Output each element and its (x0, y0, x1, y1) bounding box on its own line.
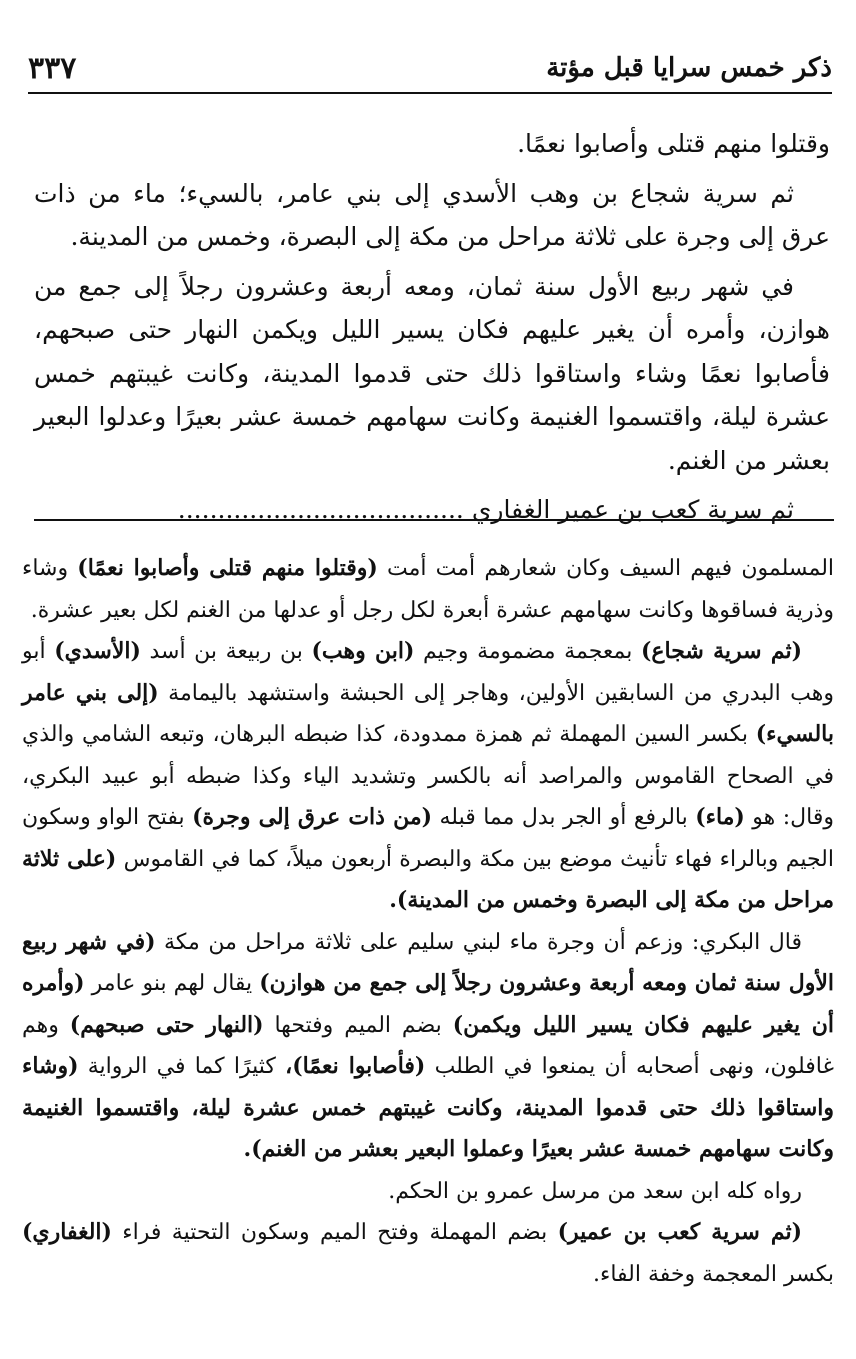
footnote-paragraph-2 (22, 631, 834, 922)
chapter-title: ذكر خمس سرايا قبل مؤتة (546, 53, 832, 83)
footnote-5-quote-c: (الغفاري) (22, 1219, 112, 1245)
footnote-paragraph-1 (22, 548, 834, 631)
footnote-2-text-b: بمعجمة مضمومة وجيم (414, 639, 641, 664)
footnote-3-quote-d: (وأمره أن يغير عليهم فكان يسير الليل ويكمن) (22, 970, 834, 1038)
footnote-3-text-a: قال البكري: وزعم أن وجرة ماء لبني سليم على ثلاثة مراحل من مكة (155, 929, 802, 955)
main-paragraph-4-text: ثم سرية كعب بن عمير الغفاري (471, 495, 794, 524)
footnote-3-text-c: يقال لهم بنو عامر (84, 971, 260, 996)
footnote-3-quote-f: (النهار حتى صبحهم) (69, 1011, 264, 1038)
footnote-paragraph-3 (22, 922, 834, 1171)
footnote-3-text-g: وهم غافلون، ونهى أصحابه أن يمنعوا في الطلب (22, 1012, 834, 1079)
main-text (34, 122, 830, 532)
footnote-2-quote-i: (ماء) (695, 804, 745, 830)
footnote-3-quote-j: (وشاء واستاقوا ذلك حتى قدموا المدينة، وكانت غيبتهم خمس عشرة ليلة، واقتسموا الغنيمة وكانت سهامهم خمسة عشر بعيرًا وعملوا البعير بعشر من الغنم). (22, 1053, 834, 1162)
footnote-2-quote-m: (على ثلاثة مراحل من مكة إلى البصرة وخمس من المدينة). (22, 845, 834, 913)
footnote-1-quote: (وقتلوا منهم قتلى وأصابوا نعمًا) (77, 555, 378, 581)
main-paragraph-4 (34, 488, 830, 532)
main-paragraph-3: في شهر ربيع الأول سنة ثمان، ومعه أربعة وعشرون رجلاً إلى جمع من هوازن، وأمره أن يغير عليهم فكان يسير الليل ويكمن النهار حتى صبحهم، فأصابوا نعمًا وشاء واستاقوا ذلك حتى قدموا المدينة، وكانت غيبتهم خمس عشرة ليلة، واقتسموا الغنيمة وكانت سهامهم خمسة عشر بعيرًا وعدلوا البعير بعشر من الغنم. (34, 271, 830, 475)
footnote-5-text-b: بضم المهملة وفتح الميم وسكون التحتية فراء (111, 1220, 558, 1245)
footnote-3-text-i: كثيرًا كما في الرواية (78, 1054, 286, 1079)
main-paragraph-2: ثم سرية شجاع بن وهب الأسدي إلى بني عامر، بالسيء؛ ماء من ذات عرق إلى وجرة على ثلاثة مراحل من مكة إلى البصرة، وخمس من المدينة. (34, 178, 830, 251)
footnote-1-text-c: وشاء وذرية فساقوها وكانت سهامهم عشرة أبعرة لكل رجل أو عدلها من الغنم لكل بعير عشرة. (22, 556, 834, 623)
footnote-2-text-f: أبو وهب البدري من السابقين الأولين، وهاجر إلى الحبشة واستشهد باليمامة (22, 639, 834, 706)
footnote-2-quote-g: (إلى بني عامر بالسيء) (22, 679, 834, 747)
footnote-paragraph-4: رواه كله ابن سعد من مرسل عمرو بن الحكم. (388, 1178, 802, 1204)
footnote-2-text-j: بالرفع أو الجر بدل مما قبله (432, 805, 696, 830)
footnote-divider (34, 519, 834, 521)
footnote-2-quote-c: (ابن وهب) (311, 638, 415, 664)
footnote-5-quote-a: (ثم سرية كعب بن عمير) (557, 1219, 802, 1245)
footnote-2-text-l: بفتح الواو وسكون الجيم وبالراء فهاء تأنيث موضع بين مكة والبصرة أربعون ميلاً، كما في القاموس (22, 805, 835, 872)
footnotes (22, 548, 834, 1295)
footnote-2-text-d: بن ربيعة بن أسد (140, 639, 312, 664)
footnote-2-quote-e: (الأسدي) (54, 638, 141, 664)
page-number: ٣٣٧ (28, 50, 77, 86)
footnote-3-quote-h: (فأصابوا نعمًا)، (285, 1053, 426, 1079)
main-paragraph-1: وقتلوا منهم قتلى وأصابوا نعمًا. (517, 129, 830, 158)
ellipsis-dots: .................................... (177, 495, 464, 524)
footnote-2-quote-k: (من ذات عرق إلى وجرة) (192, 804, 433, 830)
footnote-1-text-a: المسلمون فيهم السيف وكان شعارهم أمت أمت (377, 556, 835, 581)
footnote-2-quote-a: (ثم سرية شجاع) (640, 638, 803, 664)
footnote-2-text-h: بكسر السين المهملة ثم همزة ممدودة، كذا ضبطه البرهان، وتبعه الشامي والذي في الصحاح القاموس والمراصد أنه بالكسر وتشديد الياء وكذا ضبطه أبو عبيد البكري، وقال: هو (22, 722, 834, 830)
footnote-paragraph-5 (22, 1212, 834, 1295)
page-header (28, 44, 832, 94)
footnote-3-quote-b: (في شهر ربيع الأول سنة ثمان ومعه أربعة وعشرون رجلاً إلى جمع من هوازن) (22, 928, 834, 996)
footnote-5-text-d: بكسر المعجمة وخفة الفاء. (592, 1261, 834, 1287)
footnote-3-text-e: بضم الميم وفتحها (263, 1012, 453, 1038)
